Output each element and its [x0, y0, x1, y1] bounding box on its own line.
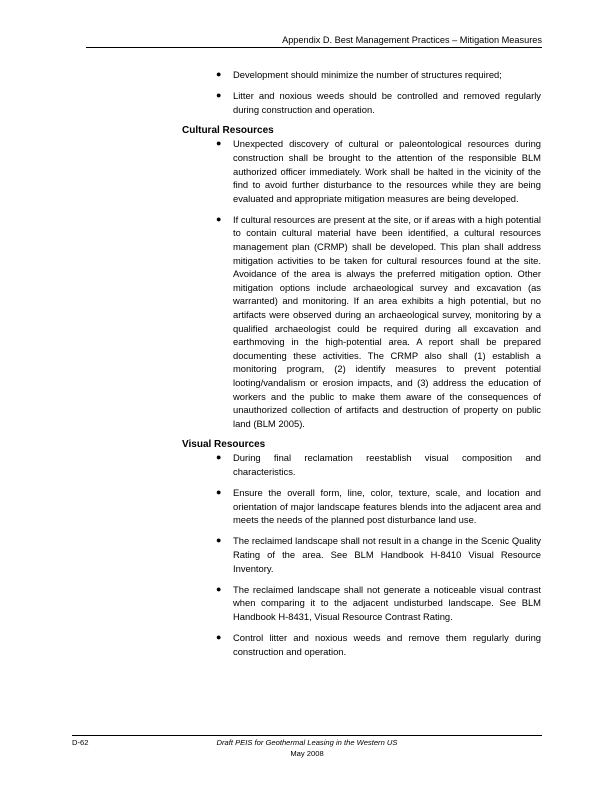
bullet-icon: ●	[216, 138, 222, 149]
footer-date: May 2008	[290, 749, 324, 758]
list-item	[216, 583, 541, 624]
bullet-text: Litter and noxious weeds should be controlled and removed regularly during construction and operation.	[233, 90, 541, 115]
page-header	[86, 35, 542, 48]
bullet-icon: ●	[216, 69, 222, 79]
bullet-text: Development should minimize the number of structures required;	[233, 69, 502, 80]
list-item	[216, 534, 541, 575]
bullet-icon: ●	[216, 583, 222, 594]
list-item	[216, 631, 541, 658]
bullet-icon: ●	[216, 487, 222, 498]
page-content	[0, 68, 612, 666]
header-title: Appendix D. Best Management Practices – Mitigation Measures	[282, 35, 542, 45]
bullet-icon: ●	[216, 631, 222, 642]
bullet-icon: ●	[216, 213, 222, 224]
footer-page-number: D-62	[72, 738, 89, 747]
section-heading-visual-resources: Visual Resources	[182, 438, 266, 450]
section-heading-cultural-resources: Cultural Resources	[182, 124, 274, 136]
bullet-text: The reclaimed landscape shall not result in a change in the Scenic Quality Rating of the area. See BLM Handbook H-8410 Visual Resource Inventory.	[233, 535, 541, 574]
bullet-text: Ensure the overall form, line, color, texture, scale, and location and orientation of major landscape features blends into the adjacent area and meets the needs of the planned post disturbance land use.	[233, 487, 541, 526]
footer-document-title: Draft PEIS for Geothermal Leasing in the Western US	[216, 738, 398, 747]
visual-bullet-list	[0, 451, 612, 658]
list-item	[216, 68, 541, 82]
bullet-text: Unexpected discovery of cultural or paleontological resources during construction shall be brought to the attention of the responsible BLM authorized officer immediately. Work shall be halted in the vicinity of the find to avoid further disturbance to the resources while they are being evaluated and appropriate mitigation measures are being developed.	[233, 138, 541, 204]
bullet-icon: ●	[216, 535, 222, 546]
intro-bullet-list	[0, 68, 612, 116]
bullet-icon: ●	[216, 452, 222, 463]
list-item	[216, 486, 541, 527]
list-item	[216, 89, 541, 116]
cultural-bullet-list	[0, 137, 612, 430]
bullet-text: If cultural resources are present at the site, or if areas with a high potential to contain cultural material have been identified, a cultural resources management plan (CRMP) shall be developed. This plan shall address mitigation activities to be taken for cultural resources found at the site. Avoidance of the area is always the preferred mitigation option. Other mitigation options include archaeological survey and excavation (as warranted) and monitoring. If an area exhibits a high potential, but no artifacts were observed during an archaeological survey, monitoring by a qualified archaeologist could be required during all excavation and earthmoving in the high-potential area. A report shall be prepared documenting these activities. The CRMP also shall (1) establish a monitoring program, (2) identify measures to prevent potential looting/vandalism or erosion impacts, and (3) address the education of workers and the public to make them aware of the consequences of unauthorized collection of artifacts and destruction of property on public land (BLM 2005).	[233, 213, 541, 429]
list-item	[216, 451, 541, 478]
bullet-text: Control litter and noxious weeds and remove them regularly during construction and operation.	[233, 631, 541, 657]
page-footer	[72, 735, 542, 758]
bullet-text: During final reclamation reestablish visual composition and characteristics.	[233, 452, 541, 478]
bullet-text: The reclaimed landscape shall not generate a noticeable visual contrast when comparing it to the adjacent undisturbed landscape. See BLM Handbook H-8431, Visual Resource Contrast Rating.	[233, 583, 541, 622]
list-item	[216, 213, 541, 431]
list-item	[216, 137, 541, 205]
bullet-icon: ●	[216, 90, 222, 101]
